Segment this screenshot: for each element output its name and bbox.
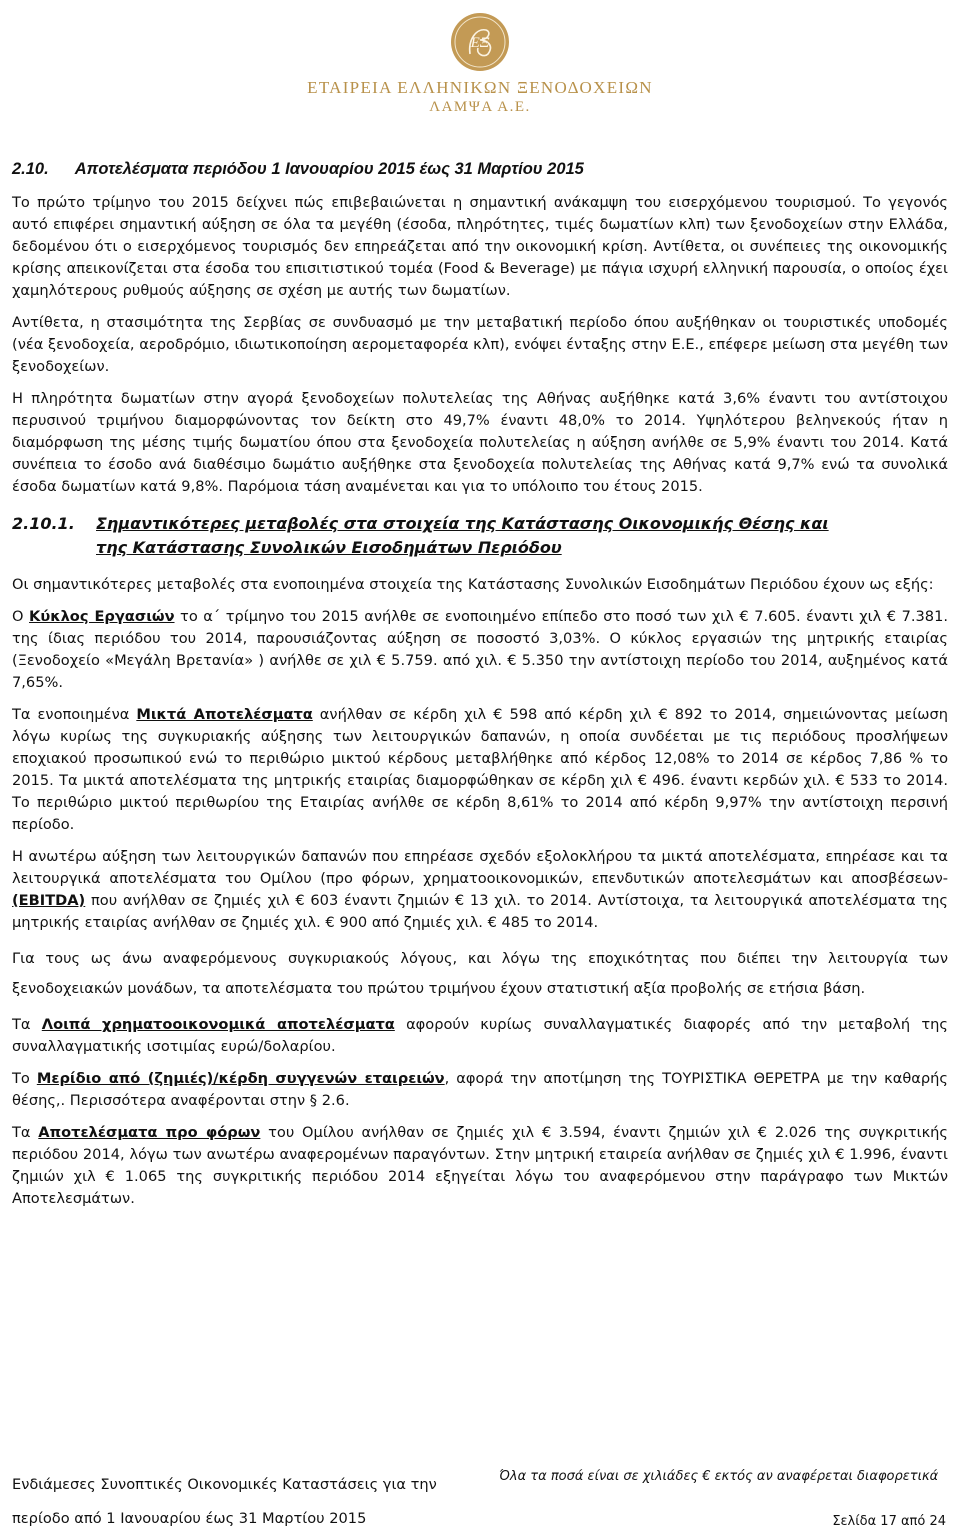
page-footer: [12, 1466, 948, 1532]
term-turnover: Κύκλος Εργασιών: [29, 608, 175, 625]
subsection-heading: [12, 512, 948, 560]
section-title: Αποτελέσματα περιόδου 1 Ιανουαρίου 2015 έως 31 Μαρτίου 2015: [74, 160, 584, 178]
paragraph-seasonality: Για τους ως άνω αναφερόμενους συγκυριακούς λόγους, και λόγω της εποχικότητας που διέπει την λειτουργία των ξενοδοχειακών μονάδων, τα αποτελέσματα του πρώτου τριμήνου έχουν στατιστική αξία προβολής σε ετήσια βάση.: [12, 950, 948, 997]
subsection-number: 2.10.1.: [12, 514, 75, 533]
term-financial-results: Λοιπά χρηματοοικονομικά αποτελέσματα: [41, 1016, 395, 1033]
subsection-title-line2: της Κατάστασης Συνολικών Εισοδημάτων Περιόδου: [96, 538, 562, 557]
footer-document-title: Ενδιάμεσες Συνοπτικές Οικονομικές Καταστάσεις για την περίοδο από 1 Ιανουαρίου έως 31 Μαρτίου 2015: [12, 1476, 437, 1527]
company-suffix: ΛΑΜΨΑ Α.Ε.: [429, 99, 531, 115]
paragraph-changes-intro: Οι σημαντικότερες μεταβολές στα ενοποιημένα στοιχεία της Κατάστασης Συνολικών Εισοδημάτων Περιόδου έχουν ως εξής:: [12, 576, 934, 593]
subsection-title-line1: Σημαντικότερες μεταβολές στα στοιχεία της Κατάστασης Οικονομικής Θέσης και: [96, 514, 829, 533]
company-name: ΕΤΑΙΡΕΙΑ ΕΛΛΗΝΙΚΩΝ ΞΕΝΟΔΟΧΕΙΩΝ: [307, 78, 653, 97]
term-ebitda: (EBITDA): [12, 892, 86, 909]
paragraph-financial-results: Τα Λοιπά χρηματοοικονομικά αποτελέσματα αφορούν κυρίως συναλλαγματικές διαφορές από την μεταβολή της συναλλαγματικής ισοτιμίας ευρώ/δολαρίου.: [12, 1016, 948, 1055]
paragraph-gross-results: Τα ενοποιημένα Μικτά Αποτελέσματα ανήλθαν σε κέρδη χιλ € 598 από κέρδη χιλ € 892 το 2014, σημειώνοντας μείωση λόγω κυρίως της συγκυριακής αύξησης των λειτουργικών δαπανών, η οποία συνδέεται με τις περιόδους προσλήψεων εποχιακού προσωπικού ενώ το περιθώριο μικτού κέρδους μεταβλήθηκε από κέρδος 12,08% το 2014 σε κέρδος 7,86 % το 2015. Τα μικτά αποτελέσματα της μητρικής εταιρίας διαμορφώθηκαν σε κέρδη χιλ € 496. έναντι κερδών χιλ. € 533 το 2014. Το περιθώριο μικτού περιθωρίου της Εταιρίας ανήλθε σε κέρδη 8,61% το 2014 από κέρδη 9,97% την αντίστοιχη περσινή περίοδο.: [12, 706, 948, 833]
document-body: [12, 158, 948, 1220]
paragraph-occupancy: Η πληρότητα δωματίων στην αγορά ξενοδοχείων πολυτελείας της Αθήνας αυξήθηκε κατά 3,6% έναντι του αντίστοιχου περυσινού τριμήνου διαμορφώνοντας τον δείκτη στο 49,7% έναντι 48,0% το 2014. Υψηλότερου βεληνεκούς ήταν η διαμόρφωση της μέσης τιμής δωματίου όπου στα ξενοδοχεία πολυτελείας η αύξηση ανήλθε σε 5,9% έναντι του 2014. Κατά συνέπεια το έσοδο ανά διαθέσιμο δωμάτιο αυξήθηκε στα ξενοδοχεία πολυτελείας της Αθήνας κατά 9,7% ενώ τα συνολικά έσοδα δωματίων κατά 9,8%. Παρόμοια τάση αναμένεται και για το υπόλοιπο του έτους 2015.: [12, 390, 948, 495]
paragraph-ebitda: Η ανωτέρω αύξηση των λειτουργικών δαπανών που επηρέασε σχεδόν εξολοκλήρου τα μικτά αποτελέσματα, επηρέασε και τα λειτουργικά αποτελέσματα του Ομίλου (προ φόρων, χρηματοοικονομικών, επενδυτικών αποτελεσμάτων και αποσβέσεων-(EBITDA) που ανήλθαν σε ζημιές χιλ € 603 έναντι ζημιών € 13 χιλ. το 2014. Αντίστοιχα, τα λειτουργικά αποτελέσματα της μητρικής εταιρίας ανήλθαν σε ζημιές χιλ. € 900 από ζημιές χιλ. € 485 το 2014.: [12, 848, 948, 931]
term-gross-results: Μικτά Αποτελέσματα: [136, 706, 313, 723]
company-logo: [0, 0, 960, 116]
section-heading: [12, 158, 948, 180]
paragraph-recovery: Το πρώτο τρίμηνο του 2015 δείχνει πώς επιβεβαιώνεται η σημαντική ανάκαμψη του εισερχόμενου τουρισμού. Το γεγονός αυτό επιφέρει σημαντική αύξηση σε όλα τα μεγέθη (έσοδα, πληρότητες, τιμές δωματίων κλπ) των ξενοδοχείων στην Ελλάδα, δεδομένου ότι ο εισερχόμενος τουρισμός δεν επηρεάζεται από την οικονομική κρίση. Αντίθετα, οι συνέπειες της οικονομικής κρίσης απεικονίζεται στα έσοδα του επισιτιστικού τομέα (Food & Beverage) με πάγια ισχυρή ελληνική παρουσία, ο οποίος έχει χαμηλότερους ρυθμούς αύξησης σε σχέση με αυτής των δωματίων.: [12, 194, 948, 299]
paragraph-serbia: Αντίθετα, η στασιμότητα της Σερβίας σε συνδυασμό με την μεταβατική περίοδο όπου αυξήθηκαν οι τουριστικές υποδομές (νέα ξενοδοχεία, αεροδρόμιο, ιδιωτικοποίηση αερομεταφορέα κλπ), ενόψει ένταξης στην Ε.Ε., επέφερε μείωση στα μεγέθη των ξενοδοχείων.: [12, 314, 948, 375]
footer-amounts-note: Όλα τα ποσά είναι σε χιλιάδες € εκτός αν αναφέρεται διαφορετικά: [499, 1469, 939, 1484]
section-number: 2.10.: [12, 160, 49, 178]
paragraph-turnover: Ο Κύκλος Εργασιών το α΄ τρίμηνο του 2015 ανήλθε σε ενοποιημένο επίπεδο στο ποσό των χιλ € 7.605. έναντι χιλ € 7.381. της ίδιας περιόδου του 2014, παρουσιάζοντας αύξηση σε ποσοστό 3,03%. Ο κύκλος εργασιών της μητρικής εταιρίας (Ξενοδοχείο «Μεγάλη Βρετανία» ) ανήλθε σε χιλ € 5.759. από χιλ. € 5.350 την αντίστοιχη περίοδο του 2014, αυξημένος κατά 7,65%.: [12, 608, 948, 691]
paragraph-pretax: Τα Αποτελέσματα προ φόρων του Ομίλου ανήλθαν σε ζημιές χιλ € 3.594, έναντι ζημιών χιλ € 2.026 της συγκριτικής περιόδου 2014, λόγω των ανωτέρω αναφερομένων παραγόντων. Στην μητρική εταιρεία ανήλθαν σε ζημιές χιλ € 1.996, έναντι ζημιών χιλ € 1.065 της συγκριτικής περιόδου 2014 εξηγείται λόγω του αναφερόμενου στην παράγραφο των Μικτών Αποτελεσμάτων.: [12, 1124, 948, 1207]
svg-text:ΕΞ: ΕΞ: [470, 35, 490, 51]
term-pretax: Αποτελέσματα προ φόρων: [38, 1124, 261, 1141]
logo-monogram-icon: [448, 10, 512, 74]
page-number: Σελίδα 17 από 24: [832, 1514, 946, 1529]
term-associates: Μερίδιο από (ζημιές)/κέρδη συγγενών εταιρειών: [36, 1070, 445, 1087]
paragraph-associates: Το Μερίδιο από (ζημιές)/κέρδη συγγενών εταιρειών, αφορά την αποτίμηση της ΤΟΥΡΙΣΤΙΚΑ ΘΕΡΕΤΡΑ με την καθαρής θέσης,. Περισσότερα αναφέρονται στην § 2.6.: [12, 1070, 948, 1109]
